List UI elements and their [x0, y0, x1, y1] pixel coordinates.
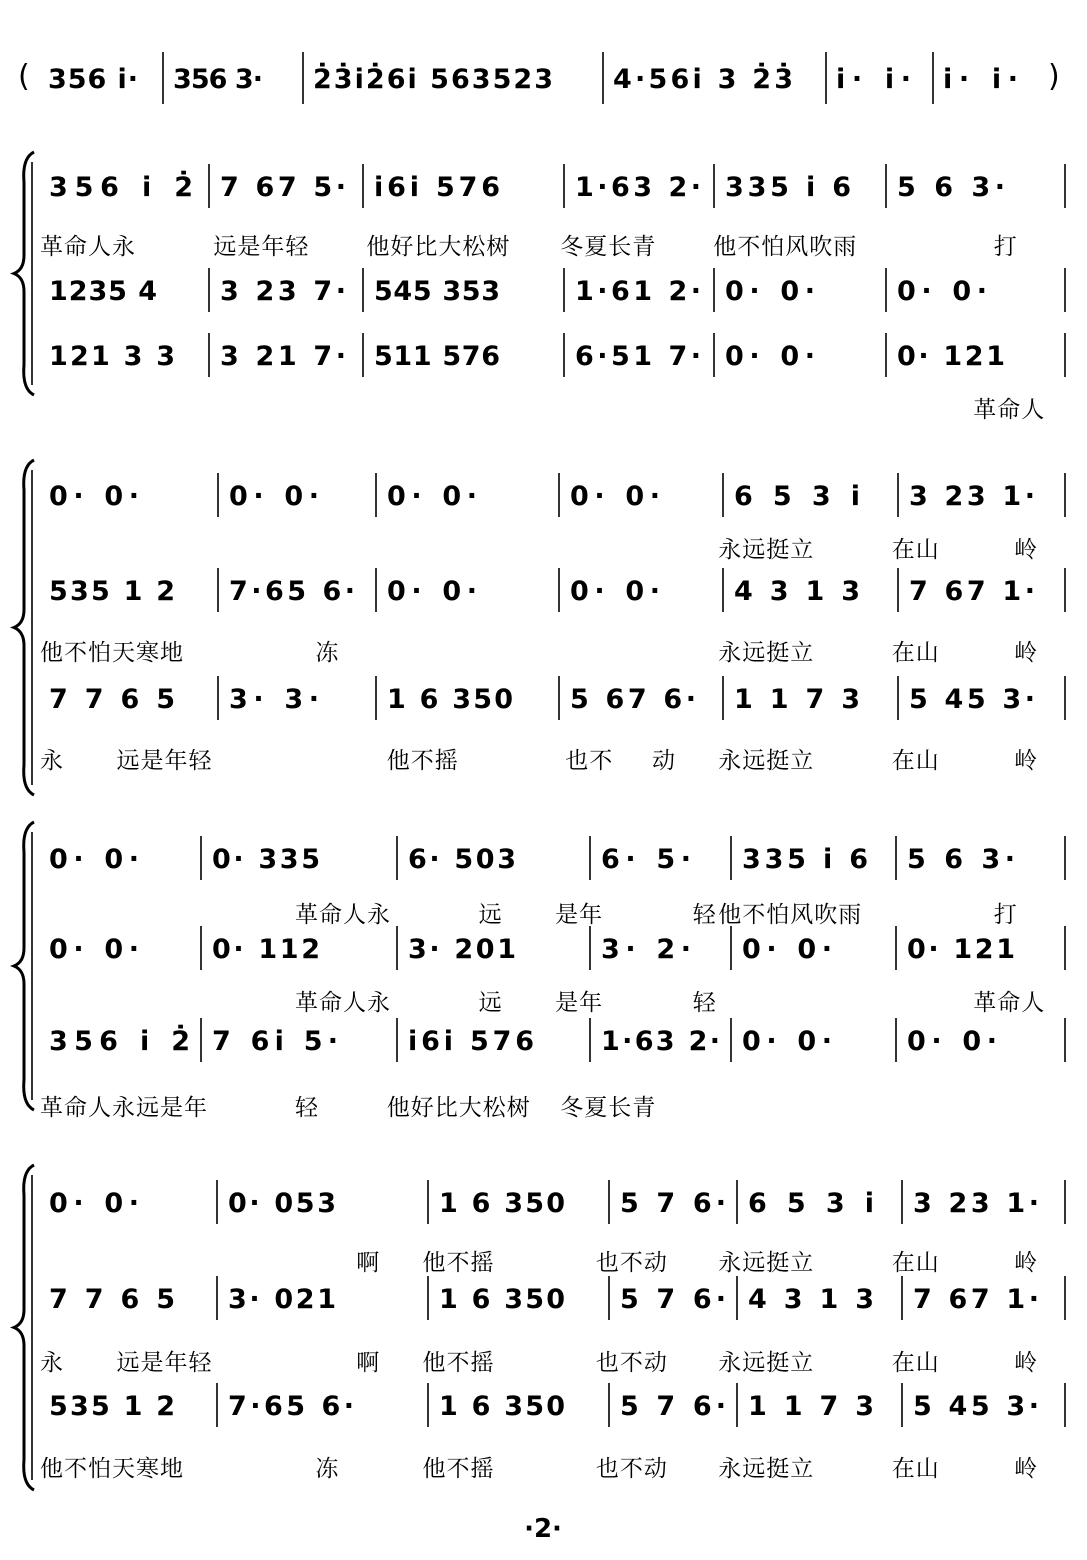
- lyric-text: 远: [478, 990, 503, 1016]
- voice-part: [40, 1276, 1065, 1376]
- intro-measure: i· i·: [836, 64, 911, 95]
- measure-notes: 0· 0·: [387, 481, 477, 512]
- measure-notes: 0· 0·: [49, 844, 139, 875]
- score-system: [14, 460, 1065, 795]
- lyric-text: 在山: [891, 1456, 940, 1482]
- lyric-text: 冬夏长青: [560, 234, 657, 260]
- voice-part: [40, 164, 1065, 260]
- voice-part: [40, 1018, 1065, 1121]
- measure-notes: 0· 0·: [897, 276, 987, 307]
- measure-notes: 5 7 6·: [620, 1188, 726, 1219]
- score-system: [14, 822, 1065, 1121]
- measure-notes: 1235 4: [49, 276, 157, 307]
- lyric-text: 也不动: [595, 1350, 668, 1376]
- lyric-text: 他不摇: [422, 1250, 495, 1276]
- lyric-text: 永远挺立: [718, 1456, 815, 1482]
- system-brace: [14, 1165, 34, 1490]
- measure-notes: 0· 0·: [229, 481, 319, 512]
- lyric-text: 他不怕天寒地: [40, 1456, 184, 1482]
- lyric-text: 革命人永: [295, 902, 391, 928]
- measure-notes: 121 3 3: [49, 341, 175, 372]
- measure-notes: 356 i 2̇: [49, 172, 193, 203]
- measure-notes: 0· 0·: [725, 341, 815, 372]
- measure-notes: 1 6 350: [439, 1391, 565, 1422]
- lyric-text: 远: [478, 902, 503, 928]
- voice-part: [40, 568, 1065, 666]
- measure-notes: 5 7 6·: [620, 1391, 726, 1422]
- score-systems: [14, 152, 1065, 1490]
- voice-part: [49, 333, 1065, 423]
- measure-notes: 4 3 1 3: [734, 576, 860, 607]
- measure-notes: 0· 0·: [742, 1026, 832, 1057]
- measure-notes: 5 45 3·: [913, 1391, 1039, 1422]
- measure-notes: i6i 576: [408, 1026, 534, 1057]
- lyric-text: 打: [993, 902, 1018, 928]
- intro-measure: 356 3·: [173, 64, 263, 95]
- lyric-text: 远是年轻: [213, 234, 310, 260]
- measure-notes: 0· 0·: [725, 276, 815, 307]
- lyric-text: 岭: [1014, 537, 1039, 563]
- voice-part: [40, 1383, 1065, 1482]
- intro-measure: 2̇3̇i2̇6i 563523: [313, 64, 553, 95]
- measure-notes: 6 5 3 i: [734, 481, 860, 512]
- measure-notes: 7 67 1·: [909, 576, 1035, 607]
- score-system: [14, 152, 1065, 423]
- measure-notes: 5 7 6·: [620, 1284, 726, 1315]
- lyric-text: 啊: [356, 1350, 381, 1376]
- voice-part: [40, 676, 1065, 774]
- voice-part: [49, 268, 1065, 312]
- lyric-text: 永远挺立: [718, 640, 815, 666]
- lyric-text: 岭: [1014, 1250, 1039, 1276]
- measure-notes: 3 23 1·: [909, 481, 1035, 512]
- measure-notes: 0· 112: [212, 934, 320, 965]
- measure-notes: 0· 0·: [387, 576, 477, 607]
- intro-open-paren: (: [18, 59, 30, 94]
- measure-notes: 535 1 2: [49, 1391, 175, 1422]
- measure-notes: 3 23 7·: [220, 276, 346, 307]
- lyric-text: 也不动: [595, 1250, 668, 1276]
- measure-notes: 335 i 6: [742, 844, 868, 875]
- measure-notes: 545 353: [374, 276, 500, 307]
- lyric-text: 冬夏长青: [560, 1095, 657, 1121]
- measure-notes: 6·51 7·: [575, 341, 701, 372]
- lyric-text: 革命人: [973, 397, 1046, 423]
- lyric-text: 啊: [356, 1250, 381, 1276]
- lyric-text: 他好比大松树: [386, 1095, 531, 1121]
- measure-notes: 7·65 6·: [229, 576, 355, 607]
- system-brace: [14, 152, 34, 395]
- measure-notes: 5 45 3·: [909, 684, 1035, 715]
- measure-notes: 335 i 6: [725, 172, 851, 203]
- lyric-text: 永远挺立: [718, 748, 815, 774]
- lyric-text: 他不怕风吹雨: [718, 902, 863, 928]
- lyric-text: 在山: [891, 640, 940, 666]
- lyric-text: 是年: [555, 902, 604, 928]
- lyric-text: 也不动: [595, 1456, 668, 1482]
- intro-measure: i· i·: [943, 64, 1018, 95]
- measure-notes: 1·63 2·: [575, 172, 701, 203]
- lyric-text: 他不怕风吹雨: [713, 234, 858, 260]
- lyric-text: 岭: [1014, 1456, 1039, 1482]
- measure-notes: 6· 503: [408, 844, 516, 875]
- measure-notes: 1 6 350: [439, 1284, 565, 1315]
- measure-notes: 7 67 5·: [220, 172, 346, 203]
- measure-notes: 3· 201: [408, 934, 516, 965]
- measure-notes: 0· 121: [897, 341, 1005, 372]
- lyric-text: 他不怕天寒地: [40, 640, 184, 666]
- measure-notes: 3· 021: [228, 1284, 336, 1315]
- measure-notes: 1 1 7 3: [748, 1391, 874, 1422]
- measure-notes: 5 6 3·: [897, 172, 1005, 203]
- measure-notes: 356 i 2̇: [49, 1026, 190, 1057]
- page-number: ·2·: [524, 1514, 562, 1544]
- measure-notes: 7 7 6 5: [49, 684, 175, 715]
- lyric-text: 在山: [891, 1250, 940, 1276]
- measure-notes: 0· 335: [212, 844, 320, 875]
- measure-notes: 1 6 350: [439, 1188, 565, 1219]
- score-system: [14, 1165, 1065, 1490]
- lyric-text: 他不摇: [422, 1350, 495, 1376]
- lyric-text: 革命人永: [40, 234, 136, 260]
- measure-notes: 0· 053: [228, 1188, 336, 1219]
- measure-notes: 0· 0·: [49, 934, 139, 965]
- measure-notes: 6 5 3 i: [748, 1188, 874, 1219]
- lyric-text: 革命人: [973, 990, 1046, 1016]
- lyric-text: 永: [40, 748, 64, 774]
- measure-notes: 3· 2·: [601, 934, 691, 965]
- measure-notes: 0· 0·: [907, 1026, 997, 1057]
- system-brace: [14, 460, 34, 795]
- lyric-text: 在山: [891, 537, 940, 563]
- lyric-text: 永远挺立: [718, 1350, 815, 1376]
- measure-notes: 5 6 3·: [907, 844, 1015, 875]
- lyric-text: 他不摇: [386, 748, 459, 774]
- measure-notes: 1·61 2·: [575, 276, 701, 307]
- lyric-text: 冻: [315, 1456, 340, 1482]
- intro-line: [18, 52, 1060, 104]
- measure-notes: 1 6 350: [387, 684, 513, 715]
- lyric-text: 岭: [1014, 1350, 1039, 1376]
- measure-notes: 7 7 6 5: [49, 1284, 175, 1315]
- lyric-text: 永远挺立: [718, 537, 815, 563]
- lyric-text: 在山: [891, 1350, 940, 1376]
- lyric-text: 轻: [295, 1095, 319, 1121]
- measure-notes: 6· 5·: [601, 844, 691, 875]
- measure-notes: 0· 0·: [49, 1188, 139, 1219]
- measure-notes: i6i 576: [374, 172, 500, 203]
- measure-notes: 0· 0·: [742, 934, 832, 965]
- lyric-text: 革命人永远是年: [40, 1095, 208, 1121]
- lyric-text: 动: [652, 748, 676, 774]
- measure-notes: 3 23 1·: [913, 1188, 1039, 1219]
- lyric-text: 远是年轻: [116, 748, 213, 774]
- measure-notes: 535 1 2: [49, 576, 175, 607]
- measure-notes: 1 1 7 3: [734, 684, 860, 715]
- measure-notes: 0· 121: [907, 934, 1015, 965]
- lyric-text: 革命人永: [295, 990, 391, 1016]
- lyric-text: 在山: [891, 748, 940, 774]
- lyric-text: 也不: [565, 748, 614, 774]
- voice-part: [49, 926, 1065, 1016]
- voice-part: [49, 1180, 1065, 1276]
- intro-measure: 356 i·: [48, 64, 138, 95]
- lyric-text: 冻: [315, 640, 340, 666]
- lyric-text: 他好比大松树: [366, 234, 511, 260]
- measure-notes: 0· 0·: [49, 481, 139, 512]
- measure-notes: 7 6i 5·: [212, 1026, 338, 1057]
- measure-notes: 1·63 2·: [601, 1026, 720, 1057]
- measure-notes: 7 67 1·: [913, 1284, 1039, 1315]
- measure-notes: 511 576: [374, 341, 500, 372]
- lyric-text: 岭: [1014, 748, 1039, 774]
- lyric-text: 永远挺立: [718, 1250, 815, 1276]
- lyric-text: 是年: [555, 990, 604, 1016]
- measure-notes: 3 21 7·: [220, 341, 346, 372]
- lyric-text: 他不摇: [422, 1456, 495, 1482]
- lyric-text: 远是年轻: [116, 1350, 213, 1376]
- measure-notes: 0· 0·: [570, 481, 660, 512]
- lyric-text: 轻: [692, 990, 717, 1016]
- measure-notes: 3· 3·: [229, 684, 319, 715]
- voice-part: [49, 836, 1065, 928]
- intro-measure: 4·56i 3 2̇3̇: [613, 64, 793, 95]
- voice-part: [49, 473, 1065, 563]
- lyric-text: 轻: [692, 902, 717, 928]
- measure-notes: 4 3 1 3: [748, 1284, 874, 1315]
- lyric-text: 岭: [1014, 640, 1039, 666]
- intro-close-paren: ): [1048, 59, 1060, 94]
- measure-notes: 7·65 6·: [228, 1391, 354, 1422]
- measure-notes: 5 67 6·: [570, 684, 696, 715]
- measure-notes: 0· 0·: [570, 576, 660, 607]
- lyric-text: 打: [993, 234, 1018, 260]
- lyric-text: 永: [40, 1350, 64, 1376]
- system-brace: [14, 822, 34, 1110]
